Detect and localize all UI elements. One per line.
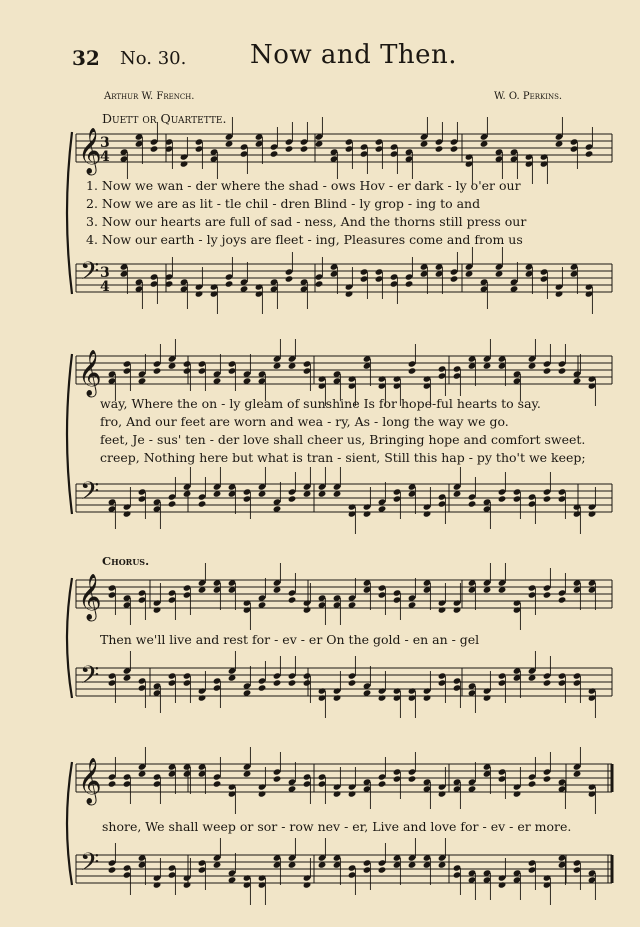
note-head (528, 780, 537, 787)
note-head (378, 780, 387, 787)
note-head (270, 150, 279, 157)
brace-icon (67, 762, 72, 885)
verse-2-line-2: fro, And our feet are worn and wea - ry, As - long the way we go. (100, 414, 509, 429)
verse-1-line-2: way, Where the on - ly gleam of sunshine Is for hope-ful hearts to say. (100, 396, 541, 411)
note-head (198, 500, 207, 507)
note-head (348, 790, 357, 797)
note-head (408, 775, 417, 782)
note-head (555, 290, 564, 297)
note-head (198, 694, 207, 701)
treble-clef-icon: 𝄞 (78, 128, 102, 174)
note-head (153, 881, 162, 888)
note-head (108, 866, 117, 873)
chorus-line-1: Then we'll live and rest for - ev - er On the gold - en an - gel (100, 632, 480, 647)
note-head (168, 500, 177, 507)
note-head (123, 510, 132, 517)
note-head (468, 500, 477, 507)
note-head (180, 160, 189, 167)
note-head (450, 145, 459, 152)
note-head (153, 367, 162, 374)
note-head (345, 290, 354, 297)
note-head (288, 596, 297, 603)
note-head (483, 694, 492, 701)
note-head (543, 679, 552, 686)
time-signature-icon: 4 (100, 279, 110, 295)
time-signature-icon: 3 (100, 265, 110, 281)
note-head (438, 790, 447, 797)
note-head (258, 790, 267, 797)
note-head (183, 881, 192, 888)
note-head (213, 780, 222, 787)
verse-4-line-2: creep, Nothing here but what is tran - sient, Still this hap - py tho't we keep; (100, 450, 586, 465)
note-head (498, 495, 507, 502)
chorus-marking: Chorus. (102, 554, 150, 568)
note-head (108, 780, 117, 787)
note-head (543, 367, 552, 374)
bass-clef-icon: 𝄢 (80, 477, 100, 512)
verse-3-line-1: 3. Now our hearts are full of sad - ness, And the thorns still press our (86, 214, 527, 229)
note-head (543, 591, 552, 598)
bass-clef-icon: 𝄢 (80, 661, 100, 696)
note-head (585, 150, 594, 157)
note-head (300, 145, 309, 152)
note-head (543, 775, 552, 782)
note-head (150, 145, 159, 152)
time-signature-icon: 4 (100, 149, 110, 165)
note-head (378, 866, 387, 873)
note-head (408, 367, 417, 374)
note-head (303, 606, 312, 613)
bass-clef-icon: 𝄢 (80, 848, 100, 883)
note-head (435, 145, 444, 152)
note-head (273, 679, 282, 686)
note-head (423, 694, 432, 701)
note-head (543, 495, 552, 502)
note-head (423, 510, 432, 517)
treble-clef-icon: 𝄞 (78, 758, 102, 804)
brace-icon (67, 578, 72, 698)
composer-credit: W. O. Perkins. (494, 91, 563, 102)
brace-icon (67, 354, 72, 514)
verse-3-line-2: feet, Je - sus' ten - der love shall cheer us, Bringing hope and comfort sweet. (100, 432, 586, 447)
page-number: 32 (72, 46, 100, 70)
note-head (225, 280, 234, 287)
note-head (315, 280, 324, 287)
note-head (153, 606, 162, 613)
verse-2-line-1: 2. Now we are as lit - tle chil - dren Blind - ly grop - ing to and (86, 196, 481, 211)
verse-4-line-1: 4. Now our earth - ly joys are fleet - ing, Pleasures come and from us (86, 232, 523, 247)
note-head (333, 694, 342, 701)
note-head (285, 145, 294, 152)
lyricist-credit: Arthur W. French. (104, 91, 195, 102)
note-head (450, 275, 459, 282)
brace-icon (67, 132, 72, 294)
hymn-title: Now and Then. (250, 40, 458, 70)
bass-clef-icon: 𝄢 (80, 257, 100, 292)
note-head (333, 790, 342, 797)
treble-clef-icon: 𝄞 (78, 574, 102, 620)
note-head (258, 684, 267, 691)
note-head (558, 596, 567, 603)
treble-clef-icon: 𝄞 (78, 350, 102, 396)
note-head (438, 606, 447, 613)
note-head (288, 679, 297, 686)
note-head (363, 510, 372, 517)
note-head (378, 694, 387, 701)
note-head (405, 280, 414, 287)
note-head (558, 367, 567, 374)
note-head (285, 275, 294, 282)
hymn-number: No. 30. (120, 48, 187, 69)
time-signature-icon: 3 (100, 135, 110, 151)
note-head (273, 775, 282, 782)
note-head (588, 510, 597, 517)
note-head (195, 290, 204, 297)
note-head (513, 790, 522, 797)
tempo-marking: Duett or Quartette. (102, 111, 227, 126)
note-head (288, 495, 297, 502)
note-head (348, 679, 357, 686)
note-head (498, 881, 507, 888)
note-head (303, 881, 312, 888)
note-head (453, 606, 462, 613)
chorus-line-2: shore, We shall weep or sor - row nev - er, Live and love for - ev - er more. (102, 819, 572, 834)
verse-1-line-1: 1. Now we wan - der where the shad - ows Hov - er dark - ly o'er our (86, 178, 521, 193)
